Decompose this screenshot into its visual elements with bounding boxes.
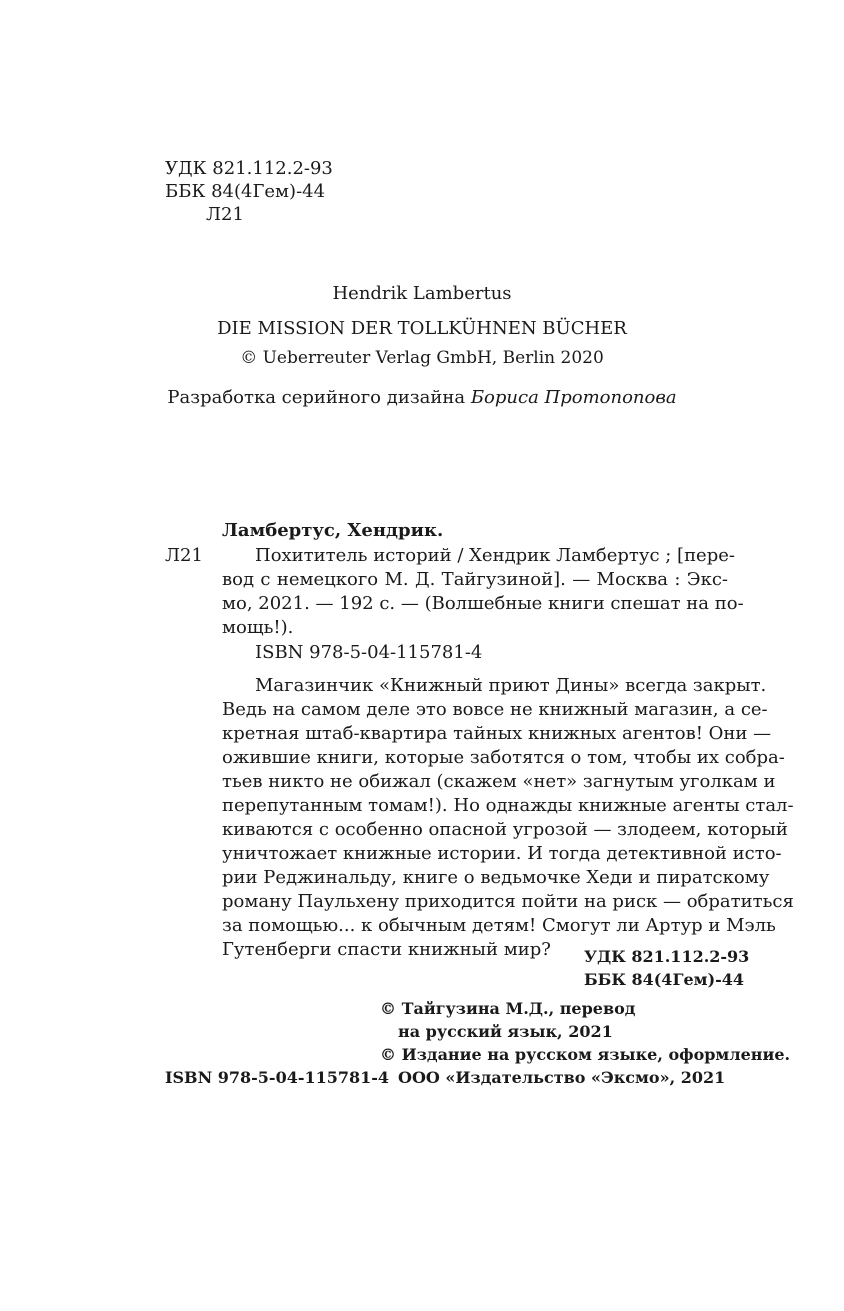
copyright-publisher: ООО «Издательство «Эксмо», 2021 [398, 1068, 726, 1087]
annotation-line: перепутанным томам!). Но однажды книжные агенты стал- [222, 795, 794, 816]
bib-heading: Ламбертус, Хендрик. [222, 520, 444, 541]
bib-line: Похититель историй / Хендрик Ламбертус ; [пере- [255, 545, 735, 566]
annotation-line: ожившие книги, которые заботятся о том, чтобы их собра- [222, 747, 785, 768]
bib-mark: Л21 [165, 545, 203, 566]
original-copyright: © Ueberreuter Verlag GmbH, Berlin 2020 [240, 348, 604, 368]
annotation-line: кретная штаб-квартира тайных книжных агентов! Они — [222, 723, 772, 744]
copyright-translation: © Тайгузина М.Д., перевод [380, 999, 636, 1018]
author-mark-top: Л21 [206, 204, 244, 225]
annotation-line: за помощью... к обычным детям! Смогут ли Артур и Мэль [222, 915, 776, 936]
original-title: DIE MISSION DER TOLLKÜHNEN BÜCHER [217, 318, 627, 339]
bbk-code-bottom: ББК 84(4Гем)-44 [584, 970, 745, 989]
annotation-line: Гутенберги спасти книжный мир? [222, 939, 551, 960]
annotation-line: Магазинчик «Книжный приют Дины» всегда закрыт. [255, 675, 767, 696]
annotation-line: киваются с особенно опасной угрозой — злодеем, который [222, 819, 788, 840]
annotation-line: уничтожает книжные истории. И тогда детективной исто- [222, 843, 782, 864]
annotation-line: тьев никто не обижал (скажем «нет» загнутым уголкам и [222, 771, 776, 792]
udk-code-bottom: УДК 821.112.2-93 [584, 947, 750, 966]
annotation-line: Ведь на самом деле это вовсе не книжный магазин, а се- [222, 699, 768, 720]
annotation-line: рии Реджинальду, книге о ведьмочке Хеди и пиратскому [222, 867, 770, 888]
annotation-line: роману Паульхену приходится пойти на риск — обратиться [222, 891, 794, 912]
imprint-isbn: ISBN 978-5-04-115781-4 [165, 1068, 390, 1087]
bib-line: мощь!). [222, 617, 294, 638]
design-credit [0, 386, 844, 410]
copyright-translation-cont: на русский язык, 2021 [398, 1022, 613, 1041]
udk-code-top: УДК 821.112.2-93 [165, 158, 333, 179]
copyright-edition: © Издание на русском языке, оформление. [380, 1045, 791, 1064]
bib-isbn: ISBN 978-5-04-115781-4 [255, 642, 483, 663]
original-author: Hendrik Lambertus [332, 283, 512, 304]
design-credit-text: Разработка серийного дизайна [167, 387, 471, 408]
bbk-code-top: ББК 84(4Гем)-44 [165, 181, 326, 202]
bib-line: вод с немецкого М. Д. Тайгузиной]. — Москва : Экс- [222, 569, 728, 590]
bib-line: мо, 2021. — 192 с. — (Волшебные книги спешат на по- [222, 593, 744, 614]
design-credit-name: Бориса Протопопова [470, 387, 677, 408]
